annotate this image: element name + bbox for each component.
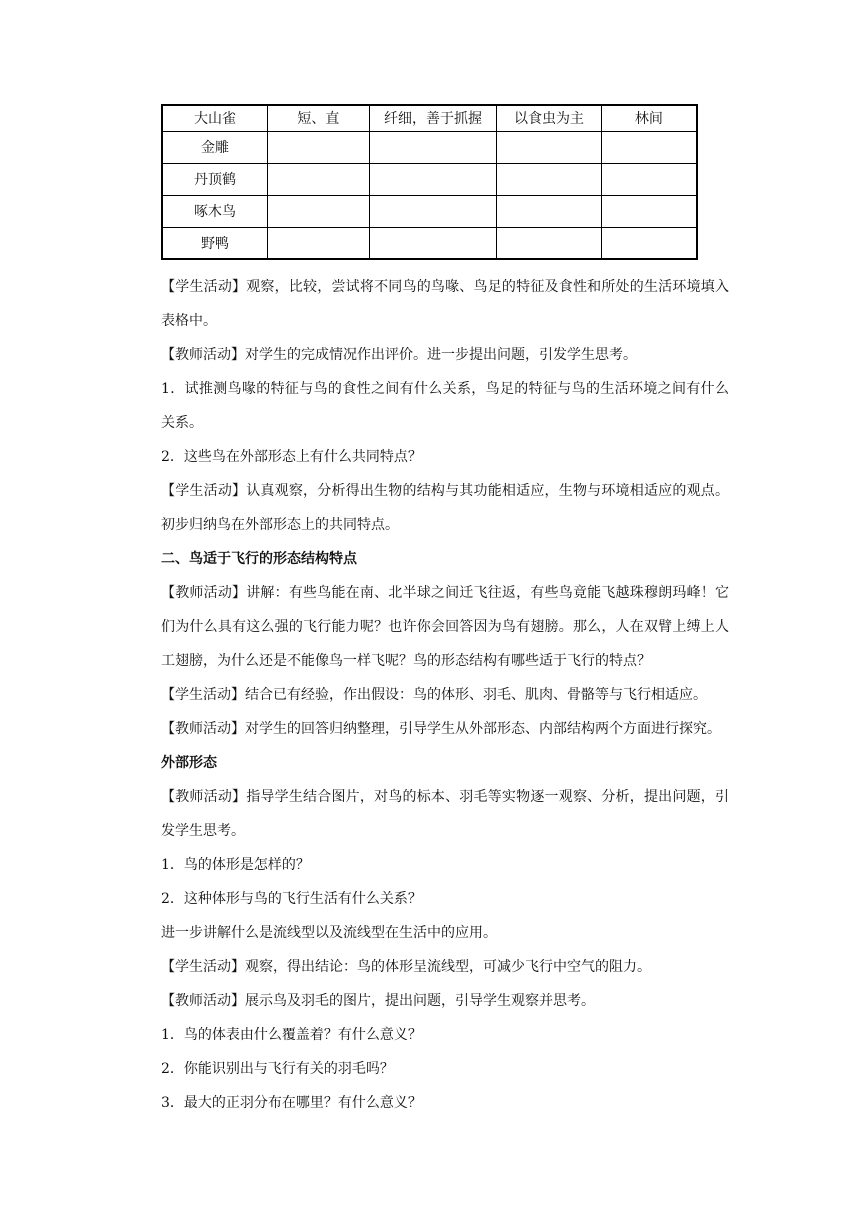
paragraph: 2．这些鸟在外部形态上有什么共同特点？ (161, 449, 422, 465)
table-cell: 野鸭 (162, 227, 268, 259)
table-row (162, 163, 697, 195)
table-cell: 大山雀 (162, 105, 268, 131)
subsection-heading: 外部形态 (161, 755, 217, 771)
paragraph: 【教师活动】展示鸟及羽毛的图片，提出问题，引导学生观察并思考。 (161, 993, 595, 1009)
table-cell (497, 227, 602, 259)
paragraph: 【学生活动】结合已有经验，作出假设：鸟的体形、羽毛、肌肉、骨骼等与飞行相适应。 (161, 687, 707, 703)
paragraph: 【教师活动】对学生的完成情况作出评价。进一步提出问题，引发学生思考。 (161, 347, 637, 363)
paragraph: 【教师活动】讲解：有些鸟能在南、北半球之间迁飞往返，有些鸟竟能飞越珠穆朗玛峰！它们为什么具有这么强的飞行能力呢？也许你会回答因为鸟有翅膀。那么，人在双臂上缚上人工翅膀，为什么还是不能像鸟一样飞呢？鸟的形态结构有哪些适于飞行的特点？ (161, 585, 729, 669)
paragraph: 2．这种体形与鸟的飞行生活有什么关系？ (161, 891, 422, 907)
table-cell (268, 131, 370, 163)
table-cell: 丹顶鹤 (162, 163, 268, 195)
table-cell (268, 163, 370, 195)
bird-feature-table (161, 104, 698, 260)
table-cell (497, 163, 602, 195)
paragraph: 1．鸟的体表由什么覆盖着？有什么意义？ (161, 1027, 422, 1043)
paragraph: 【教师活动】指导学生结合图片，对鸟的标本、羽毛等实物逐一观察、分析，提出问题，引发学生思考。 (161, 789, 729, 839)
table-cell (369, 131, 497, 163)
table-cell: 金雕 (162, 131, 268, 163)
table-row (162, 195, 697, 227)
table-cell: 纤细，善于抓握 (369, 105, 497, 131)
paragraph: 【学生活动】观察，比较，尝试将不同鸟的鸟喙、鸟足的特征及食性和所处的生活环境填入表格中。 (161, 279, 729, 329)
table-cell (369, 163, 497, 195)
table-cell (601, 131, 697, 163)
paragraph: 【学生活动】观察，得出结论：鸟的体形呈流线型，可减少飞行中空气的阻力。 (161, 959, 651, 975)
table-cell: 啄木鸟 (162, 195, 268, 227)
table-cell (268, 195, 370, 227)
paragraph: 进一步讲解什么是流线型以及流线型在生活中的应用。 (161, 925, 497, 941)
table-cell (601, 195, 697, 227)
section-heading: 二、鸟适于飞行的形态结构特点 (161, 551, 357, 567)
table-row (162, 105, 697, 131)
paragraph: 1．试推测鸟喙的特征与鸟的食性之间有什么关系，鸟足的特征与鸟的生活环境之间有什么关系。 (161, 381, 729, 431)
table-cell (369, 227, 497, 259)
paragraph: 【学生活动】认真观察，分析得出生物的结构与其功能相适应，生物与环境相适应的观点。初步归纳鸟在外部形态上的共同特点。 (161, 483, 729, 533)
paragraph: 2．你能识别出与飞行有关的羽毛吗？ (161, 1061, 394, 1077)
table-cell (268, 227, 370, 259)
table-cell (497, 195, 602, 227)
table-row (162, 227, 697, 259)
body-text (161, 270, 729, 1120)
paragraph: 【教师活动】对学生的回答归纳整理，引导学生从外部形态、内部结构两个方面进行探究。 (161, 721, 721, 737)
paragraph: 3．最大的正羽分布在哪里？有什么意义？ (161, 1095, 422, 1111)
table-cell (601, 163, 697, 195)
table-cell: 以食虫为主 (497, 105, 602, 131)
table-cell: 短、直 (268, 105, 370, 131)
table-cell (369, 195, 497, 227)
table-cell (601, 227, 697, 259)
table-cell (497, 131, 602, 163)
table-row (162, 131, 697, 163)
table-cell: 林间 (601, 105, 697, 131)
paragraph: 1．鸟的体形是怎样的？ (161, 857, 310, 873)
